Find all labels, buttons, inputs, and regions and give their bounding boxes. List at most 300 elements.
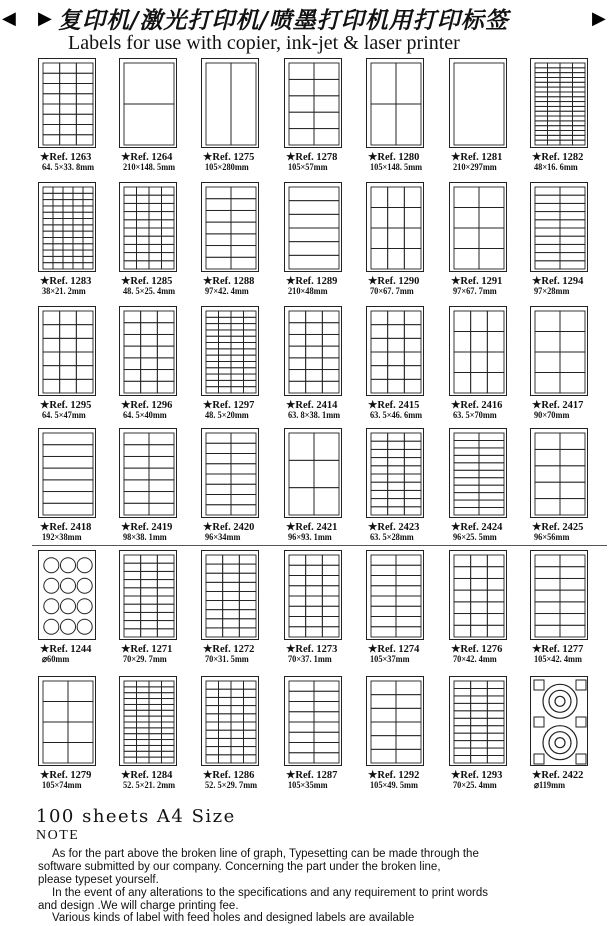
label-cell	[43, 63, 60, 73]
label-cell	[206, 355, 219, 361]
label-cell	[231, 257, 256, 269]
cd-label-ring	[549, 732, 571, 754]
label-cell	[471, 332, 488, 353]
label-layout-drawing	[450, 307, 508, 397]
label-cell	[124, 261, 137, 269]
label-sheet-diagram	[38, 306, 96, 396]
label-sheet-diagram	[119, 182, 177, 272]
label-sheet-item	[284, 182, 362, 304]
label-cell	[388, 433, 405, 441]
label-cell	[68, 743, 93, 764]
label-cell	[137, 722, 150, 728]
label-cell	[471, 614, 488, 626]
right-arrow-icon: ▶	[592, 8, 606, 29]
label-cell	[141, 334, 158, 346]
label-cell	[44, 599, 59, 614]
label-cell	[149, 228, 162, 236]
label-cell	[560, 614, 585, 626]
label-cell	[124, 195, 137, 203]
label-cell	[289, 691, 314, 701]
label-sheet-item	[119, 676, 197, 798]
label-cell	[206, 747, 219, 755]
label-dimensions: 105×37mm	[370, 655, 410, 665]
label-sheet-diagram	[284, 428, 342, 518]
label-cell	[535, 332, 560, 353]
label-cell	[454, 688, 471, 695]
label-cell	[60, 114, 77, 124]
label-cell	[76, 84, 93, 94]
label-cell	[219, 374, 232, 380]
label-cell	[206, 628, 223, 637]
label-sheet-diagram	[449, 428, 507, 518]
label-cell	[535, 602, 560, 614]
label-cell	[124, 588, 141, 596]
label-cell	[43, 433, 93, 445]
label-cell	[83, 231, 93, 237]
label-cell	[43, 445, 93, 457]
label-cell	[560, 352, 585, 373]
label-cell	[124, 740, 137, 746]
label-cell	[244, 349, 257, 355]
label-cell	[206, 433, 231, 443]
label-cell	[53, 237, 63, 243]
label-ref-number: ★Ref. 1278	[286, 152, 338, 163]
label-cell	[73, 187, 83, 193]
label-sheet-item	[284, 550, 362, 672]
label-layout-drawing	[39, 677, 97, 767]
label-cell	[244, 343, 257, 349]
label-layout-drawing	[450, 551, 508, 641]
label-sheet-diagram	[38, 428, 96, 518]
label-cell	[487, 756, 504, 763]
label-cell	[404, 433, 421, 441]
label-cell	[548, 68, 561, 73]
label-cell	[206, 234, 231, 246]
label-cell	[124, 503, 149, 515]
label-cell	[560, 131, 573, 136]
label-cell	[289, 617, 306, 627]
label-cell	[289, 732, 314, 742]
label-cell	[535, 212, 560, 220]
label-cell	[560, 332, 585, 353]
label-cell	[289, 63, 314, 79]
label-cell	[548, 111, 561, 116]
label-dimensions: 70×31. 5mm	[205, 655, 249, 665]
label-cell	[63, 219, 73, 225]
label-cell	[535, 236, 560, 244]
label-cell	[371, 366, 388, 380]
label-cell	[371, 490, 388, 498]
label-cell	[289, 722, 314, 732]
label-cell	[73, 256, 83, 262]
label-ref-number: ★Ref. 1244	[40, 644, 92, 655]
label-cell	[43, 263, 53, 269]
label-cell	[231, 355, 244, 361]
label-cell	[289, 586, 306, 596]
label-layout-drawing	[531, 59, 589, 149]
label-cell	[206, 681, 219, 689]
label-cell	[162, 212, 175, 220]
label-cell	[76, 135, 93, 145]
label-cell	[73, 250, 83, 256]
label-cell	[289, 460, 314, 487]
label-sheet-diagram	[366, 306, 424, 396]
label-cell	[60, 311, 77, 325]
label-cell	[454, 63, 504, 145]
label-dimensions: ⌀60mm	[42, 655, 70, 665]
label-sheet-diagram	[201, 182, 259, 272]
label-cell	[454, 578, 471, 590]
label-cell	[63, 256, 73, 262]
label-cell	[83, 206, 93, 212]
label-cell	[83, 244, 93, 250]
label-cell	[149, 433, 174, 445]
label-cell	[487, 311, 504, 332]
label-ref-number: ★Ref. 1288	[203, 276, 255, 287]
label-cell	[535, 253, 560, 261]
label-cell	[60, 135, 77, 145]
label-sheet-item	[366, 428, 444, 550]
label-cell	[289, 228, 339, 242]
label-cell	[404, 228, 421, 249]
label-cell	[124, 704, 137, 710]
label-cell	[149, 681, 162, 687]
label-cell	[231, 246, 256, 258]
label-cell	[162, 220, 175, 228]
label-sheet-diagram	[119, 676, 177, 766]
label-cell	[83, 212, 93, 218]
label-cell	[124, 244, 137, 252]
label-cell	[223, 601, 240, 610]
label-cell	[388, 208, 405, 229]
label-sheet-item	[284, 676, 362, 798]
label-dimensions: 52. 5×29. 7mm	[205, 781, 258, 791]
label-cell	[471, 726, 488, 733]
label-cell	[157, 563, 174, 571]
label-cell	[219, 730, 232, 738]
page-header	[0, 0, 613, 60]
label-cell	[535, 63, 548, 68]
label-dimensions: 98×38. 1mm	[123, 533, 167, 543]
label-cell	[137, 716, 150, 722]
label-cell	[535, 106, 548, 111]
label-cell	[231, 722, 244, 730]
label-cell	[314, 96, 339, 112]
label-cell	[206, 311, 219, 317]
label-layout-drawing	[367, 183, 425, 273]
label-sheet-diagram	[38, 182, 96, 272]
label-layout-drawing	[202, 551, 260, 641]
label-cell	[231, 738, 244, 746]
label-cell	[157, 588, 174, 596]
label-cell	[388, 441, 405, 449]
label-cell	[124, 734, 137, 740]
label-cell	[404, 311, 421, 325]
label-cell	[239, 555, 256, 564]
label-cell	[162, 195, 175, 203]
label-cell	[149, 244, 162, 252]
label-cell	[157, 555, 174, 563]
label-cell	[63, 231, 73, 237]
label-cell	[149, 253, 162, 261]
label-cell	[404, 338, 421, 352]
label-cell	[231, 689, 244, 697]
label-cell	[535, 111, 548, 116]
label-cell	[44, 578, 59, 593]
label-cell	[560, 311, 585, 332]
label-cell	[206, 343, 219, 349]
label-cell	[149, 456, 174, 468]
label-layout-drawing	[120, 307, 178, 397]
label-cell	[43, 237, 53, 243]
label-cell	[487, 614, 504, 626]
label-cell	[306, 627, 323, 637]
label-cell	[157, 604, 174, 612]
label-cell	[289, 743, 314, 753]
label-cell	[231, 324, 244, 330]
label-cell	[60, 366, 77, 380]
label-cell	[137, 195, 150, 203]
label-cell	[487, 681, 504, 688]
label-cell	[206, 591, 223, 600]
label-ref-number: ★Ref. 1274	[368, 644, 420, 655]
label-cell	[396, 708, 421, 722]
label-cell	[479, 433, 504, 440]
label-cell	[244, 330, 257, 336]
label-cell	[289, 255, 339, 269]
label-cell	[137, 220, 150, 228]
label-cell	[124, 334, 141, 346]
spine-label	[576, 680, 586, 690]
label-cell	[219, 361, 232, 367]
label-cell	[43, 325, 60, 339]
label-cell	[560, 116, 573, 121]
label-cell	[289, 96, 314, 112]
label-cell	[162, 203, 175, 211]
label-cell	[231, 505, 256, 515]
label-cell	[560, 499, 585, 515]
label-cell	[560, 261, 585, 269]
label-cell	[137, 687, 150, 693]
label-cell	[162, 699, 175, 705]
label-cell	[471, 718, 488, 725]
label-cell	[560, 433, 585, 449]
label-cell	[137, 244, 150, 252]
label-cell	[244, 368, 257, 374]
label-sheet-diagram	[119, 306, 177, 396]
label-sheet-item	[201, 676, 279, 798]
label-cell	[535, 228, 560, 236]
label-cell	[231, 681, 244, 689]
label-cell	[223, 555, 240, 564]
label-cell	[124, 687, 137, 693]
label-cell	[239, 582, 256, 591]
label-cell	[573, 140, 586, 145]
label-cell	[60, 325, 77, 339]
label-sheet-diagram	[366, 58, 424, 148]
label-cell	[124, 492, 149, 504]
label-sheet-item	[366, 676, 444, 798]
label-cell	[68, 702, 93, 723]
label-cell	[137, 236, 150, 244]
label-sheet-diagram	[449, 550, 507, 640]
label-cell	[206, 187, 231, 199]
label-cell	[560, 236, 585, 244]
label-cell	[454, 726, 471, 733]
label-cell	[371, 555, 396, 565]
label-cell	[53, 206, 63, 212]
label-sheet-diagram	[38, 676, 96, 766]
label-cell	[149, 710, 162, 716]
label-cell	[388, 449, 405, 457]
label-sheet-item	[366, 306, 444, 428]
label-cell	[219, 368, 232, 374]
label-cell	[371, 708, 396, 722]
label-cell	[560, 590, 585, 602]
label-cell	[244, 681, 257, 689]
label-cell	[76, 325, 93, 339]
label-cell	[471, 578, 488, 590]
label-layout-drawing	[450, 183, 508, 273]
label-cell	[149, 203, 162, 211]
label-cell	[548, 92, 561, 97]
label-cell	[322, 565, 339, 575]
label-sheet-item	[38, 428, 116, 550]
label-dimensions: 70×42. 4mm	[453, 655, 497, 665]
label-cell	[53, 212, 63, 218]
label-cell	[454, 508, 479, 515]
label-cell	[322, 627, 339, 637]
label-cell	[487, 718, 504, 725]
label-sheet-item	[201, 428, 279, 550]
label-cell	[43, 125, 60, 135]
label-cell	[219, 336, 232, 342]
label-dimensions: 48. 5×25. 4mm	[123, 287, 176, 297]
label-cell	[314, 433, 339, 460]
label-cell	[314, 460, 339, 487]
label-cell	[396, 555, 421, 565]
label-sheet-diagram	[449, 306, 507, 396]
label-cell	[371, 325, 388, 339]
label-sheet-item	[530, 182, 608, 304]
label-cell	[548, 140, 561, 145]
label-cell	[573, 135, 586, 140]
label-dimensions: 105×57mm	[288, 163, 328, 173]
label-cell	[289, 576, 306, 586]
label-cell	[206, 474, 231, 484]
label-sheet-diagram	[366, 182, 424, 272]
label-sheet-item	[449, 428, 527, 550]
label-cell	[560, 220, 585, 228]
label-cell	[573, 102, 586, 107]
label-cell	[77, 558, 92, 573]
label-sheet-item	[38, 182, 116, 304]
label-cell	[404, 458, 421, 466]
label-cell	[157, 346, 174, 358]
label-cell	[206, 714, 219, 722]
label-cell	[206, 349, 219, 355]
label-cell	[231, 747, 244, 755]
label-cell	[206, 464, 231, 474]
label-cell	[124, 468, 149, 480]
label-cell	[137, 699, 150, 705]
label-cell	[454, 555, 471, 567]
label-cell	[141, 588, 158, 596]
spine-label	[576, 717, 586, 727]
label-cell	[68, 681, 93, 702]
label-cell	[244, 361, 257, 367]
label-cell	[244, 747, 257, 755]
label-cell	[560, 578, 585, 590]
label-cell	[231, 464, 256, 474]
label-cell	[560, 92, 573, 97]
label-cell	[289, 606, 306, 616]
label-cell	[83, 263, 93, 269]
label-cell	[322, 576, 339, 586]
label-cell	[535, 625, 560, 637]
label-cell	[388, 352, 405, 366]
label-layout-drawing	[450, 677, 508, 767]
label-cell	[223, 564, 240, 573]
label-cell	[371, 249, 388, 270]
label-cell	[535, 499, 560, 515]
label-sheet-diagram	[530, 676, 588, 766]
label-cell	[157, 621, 174, 629]
label-cell	[206, 610, 223, 619]
label-cell	[231, 474, 256, 484]
label-cell	[223, 582, 240, 591]
label-cell	[396, 736, 421, 750]
label-dimensions: 210×148. 5mm	[123, 163, 176, 173]
label-cell	[479, 448, 504, 455]
label-cell	[454, 741, 471, 748]
label-cell	[322, 358, 339, 370]
label-cell	[43, 219, 53, 225]
label-layout-drawing	[450, 429, 508, 519]
label-cell	[206, 368, 219, 374]
label-cell	[239, 619, 256, 628]
label-cell	[162, 236, 175, 244]
label-cell	[219, 714, 232, 722]
label-cell	[162, 693, 175, 699]
label-cell	[162, 716, 175, 722]
label-dimensions: 48. 5×20mm	[205, 411, 249, 421]
label-cell	[548, 102, 561, 107]
label-cell	[289, 242, 339, 256]
label-sheet-item	[530, 428, 608, 550]
label-cell	[471, 703, 488, 710]
label-cell	[137, 187, 150, 195]
label-cell	[244, 380, 257, 386]
label-ref-number: ★Ref. 2421	[286, 522, 338, 533]
label-cell	[162, 728, 175, 734]
label-cell	[371, 458, 388, 466]
label-cell	[404, 474, 421, 482]
label-cell	[573, 121, 586, 126]
label-cell	[124, 699, 137, 705]
label-cell	[471, 352, 488, 373]
label-cell	[404, 490, 421, 498]
label-cell	[454, 711, 471, 718]
label-sheet-item	[119, 182, 197, 304]
label-layout-drawing	[120, 183, 178, 273]
label-cell	[560, 187, 585, 195]
spine-label	[576, 754, 586, 764]
label-cell	[53, 244, 63, 250]
label-cell	[231, 380, 244, 386]
label-cell	[396, 722, 421, 736]
label-ref-number: ★Ref. 1279	[40, 770, 92, 781]
